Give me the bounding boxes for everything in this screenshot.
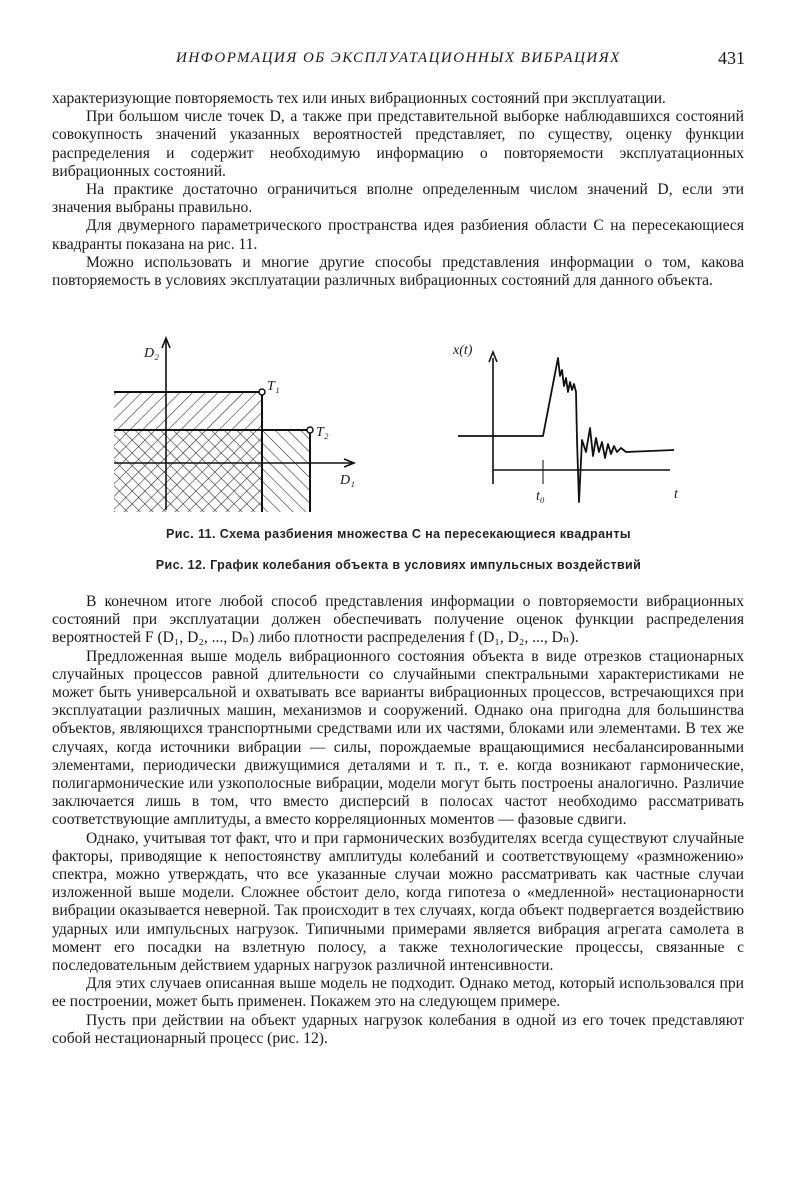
paragraph: В конечном итоге любой способ представления информации о повторяемости вибрационных состояний при эксплуатации должен обеспечивать получение оценок функции распределения вероятностей F (D₁, D₂, ..., Dₙ) либо плотности распределения f (D₁, D₂, ..., Dₙ).	[52, 593, 744, 647]
vibration-curve	[458, 358, 674, 502]
text-block-bottom	[52, 593, 744, 1048]
quadrant-region-2	[114, 430, 310, 512]
page-number: 431	[718, 48, 745, 68]
paragraph: Предложенная выше модель вибрационного состояния объекта в виде отрезков стационарных случайных процессов равной длительности со случайными спектральными характеристиками не может быть универсальной и охватывать все варианты вибрационных процессов, встречающихся при эксплуатации различных машин, механизмов и сооружений. Однако она пригодна для большинства объектов, являющихся транспортными средствами или их частями, блоками или элементами. В тех же случаях, когда источники вибрации — силы, порождаемые вращающимися несбалансированными элементами, периодически движущимися деталями и т. п., т. е. когда возникают гармонические, полигармонические или узкополосные вибрации, модели могут быть построены аналогично. Различие заключается лишь в том, что вместо дисперсий в полосах частот необходимо рассматривать соответствующие амплитуды, а вместо корреляционных моментов — фазовые сдвиги.	[52, 647, 744, 829]
paragraph: Пусть при действии на объект ударных нагрузок колебания в одной из его точек представляют собой нестационарный процесс (рис. 12).	[52, 1011, 744, 1047]
paragraph: При большом числе точек D, а также при представительной выборке наблюдавшихся состояний совокупность значений указанных вероятностей представляет, по существу, оценку функции распределения и содержит необходимую информацию о повторяемости эксплуатационных вибрационных состояний.	[52, 108, 744, 180]
caption-fig-12: Рис. 12. График колебания объекта в условиях импульсных воздействий	[155, 558, 642, 572]
figure-11-quadrant-diagram	[100, 332, 380, 512]
figure-12-vibration-graph	[440, 332, 710, 512]
paragraph: Можно использовать и многие другие способы представления информации о том, какова повторяемость в условиях эксплуатации различных вибрационных состояний для данного объекта.	[52, 253, 744, 290]
paragraph: Для двумерного параметрического пространства идея разбиения области C на пересекающиеся квадранты показана на рис. 11.	[52, 217, 744, 253]
paragraph: Для этих случаев описанная выше модель не подходит. Однако метод, который использовался при ее построении, может быть применен. Покажем это на следующем примере.	[52, 975, 744, 1011]
paragraph: характеризующие повторяемость тех или иных вибрационных состояний при эксплуатации.	[52, 90, 666, 107]
x-axis-label: t	[674, 487, 678, 502]
x-axis-label: D₁	[340, 473, 355, 488]
t0-label: t₀	[536, 489, 545, 504]
caption-fig-11: Рис. 11. Схема разбиения множества C на пересекающиеся квадранты	[166, 527, 631, 541]
corner-label-t1: T₁	[267, 379, 280, 394]
paragraph: На практике достаточно ограничиться вполне определенным числом значений D, если эти значения выбраны правильно.	[52, 181, 744, 217]
corner-label-t2: T₂	[316, 425, 329, 440]
paragraph: Однако, учитывая тот факт, что и при гармонических возбудителях всегда существуют случайные факторы, приводящие к непостоянству амплитуды колебаний и соответствующему «размножению» спектра, можно утверждать, что все указанные случаи можно рассматривать как частные случаи изложенной выше модели. Сложнее обстоит дело, когда гипотеза о «медленной» нестационарности вибрации оказывается неверной. Так происходит в тех случаях, когда объект подвергается воздействию ударных или импульсных нагрузок. Типичными примерами является вибрация агрегата самолета в момент его посадки на взлетную полосу, а также технологические процессы, связанные с последовательным действием ударных нагрузок различной интенсивности.	[52, 829, 744, 975]
y-axis-label: D₂	[144, 346, 159, 361]
corner-point-t2	[307, 427, 313, 433]
running-title: ИНФОРМАЦИЯ ОБ ЭКСПЛУАТАЦИОННЫХ ВИБРАЦИЯХ	[176, 50, 621, 66]
text-block-top	[52, 90, 744, 290]
y-axis-label: x(t)	[453, 343, 473, 358]
corner-point-t1	[259, 389, 265, 395]
